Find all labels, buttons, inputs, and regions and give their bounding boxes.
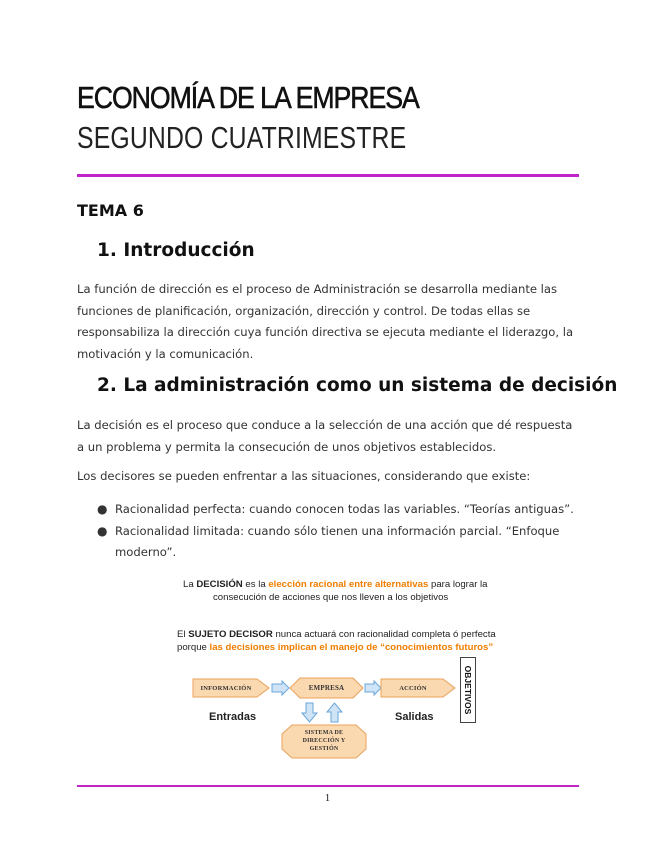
diagram-caption-line-1: La DECISIÓN es la elección racional entre alternativas para lograr la (183, 579, 488, 590)
decision-diagram (175, 577, 496, 762)
section-1-paragraph: La función de dirección es el proceso de Administración se desarrolla mediante las funciones de planificación, organización, dirección y control. De todas ellas se responsabiliza la dirección cuya función directiva se ejecuta mediante el liderazgo, la motivación y la comunicación. (77, 282, 574, 361)
list-item (77, 499, 577, 521)
section-2-paragraph-1: La decisión es el proceso que conduce a la selección de una acción que dé respuesta a un problema y permita la consecución de unos objetivos establecidos. (77, 418, 573, 454)
arrow-down-to-system (302, 703, 317, 722)
bullet-icon: ● (97, 502, 108, 516)
document-subtitle: SEGUNDO CUATRIMESTRE (77, 120, 407, 155)
diagram-caption-line-4: porque las decisiones implican el manejo de “conocimientos futuros” (177, 642, 494, 653)
action-box-label: ACCIÓN (399, 685, 427, 692)
arrow-up-to-company (327, 703, 342, 722)
list-item-text: Racionalidad limitada: cuando sólo tienen una información parcial. “Enfoque moderno”. (115, 523, 560, 559)
diagram-caption-line-2: consecución de acciones que nos lleven a los objetivos (213, 592, 449, 603)
arrow-info-to-company (272, 681, 289, 695)
objectives-box (460, 657, 476, 723)
list-item (77, 521, 577, 564)
bullet-icon: ● (97, 523, 108, 538)
section-1-heading: 1. Introducción (97, 240, 255, 261)
objectives-label: OBJETIVOS (463, 665, 473, 715)
section-2-paragraph-2: Los decisores se pueden enfrentar a las situaciones, considerando que existe: (77, 469, 531, 483)
title-divider (77, 174, 579, 177)
footer-divider (77, 785, 579, 787)
section-2-heading: 2. La administración como un sistema de decisión (97, 375, 618, 396)
rationality-list (77, 499, 577, 564)
section-label: TEMA 6 (77, 201, 144, 220)
inputs-label: Entradas (209, 711, 257, 723)
arrow-company-to-action (365, 681, 381, 695)
management-system-box-label: SISTEMA DE DIRECCIÓN Y GESTIÓN (302, 730, 346, 752)
company-box-label: EMPRESA (308, 684, 345, 692)
outputs-label: Salidas (395, 711, 434, 723)
page-number: 1 (324, 792, 331, 804)
diagram-caption-line-3: El SUJETO DECISOR nunca actuará con racionalidad completa ó perfecta (177, 629, 496, 640)
list-item-text: Racionalidad perfecta: cuando conocen todas las variables. “Teorías antiguas”. (115, 502, 574, 516)
information-box-label: INFORMACIÓN (200, 685, 252, 692)
document-title: ECONOMÍA DE LA EMPRESA (77, 80, 419, 115)
